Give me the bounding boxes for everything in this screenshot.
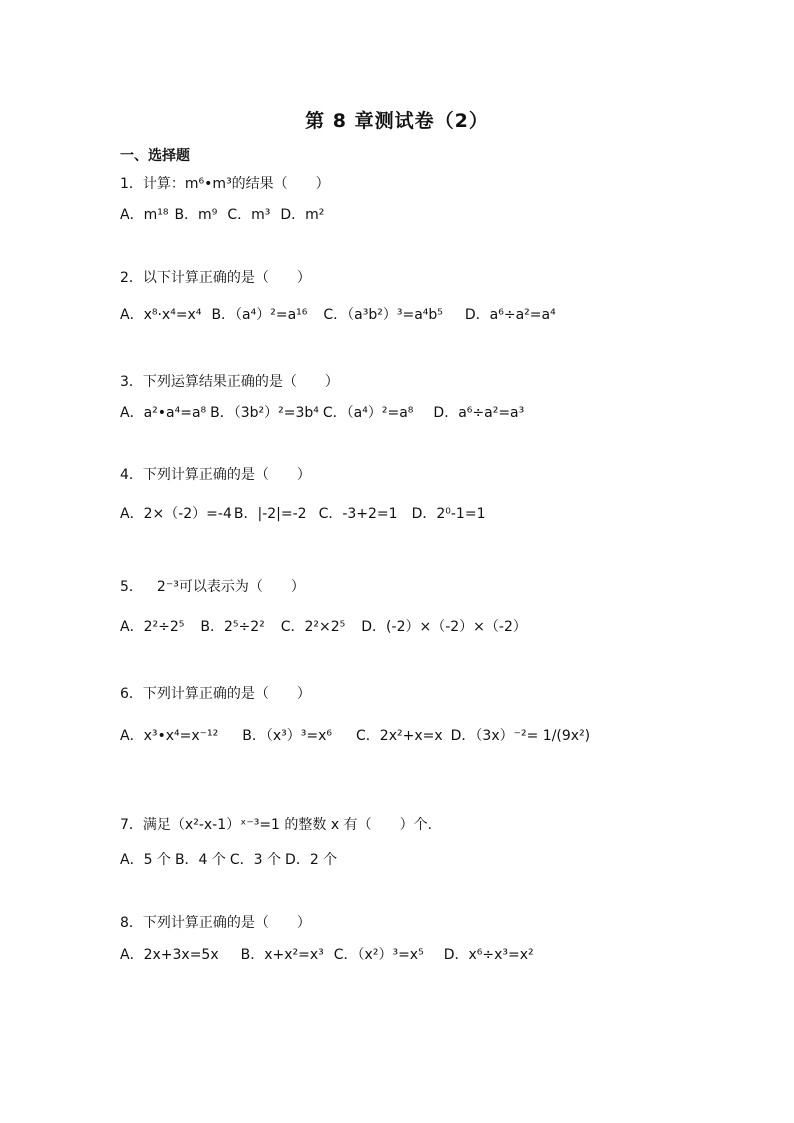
question-text: 下列计算正确的是（ ） — [142, 915, 311, 931]
option-c: C．2²×2⁵ — [280, 619, 346, 635]
option-d: D．a⁶÷a²=a⁴ — [464, 307, 556, 323]
question-1-stem — [120, 174, 330, 194]
option-c: C．3 个 — [229, 852, 282, 868]
option-d: D．m² — [280, 207, 325, 223]
question-5-stem — [120, 577, 305, 597]
question-number: 4． — [120, 467, 143, 483]
option-a: A．x⁸·x⁴=x⁴ — [120, 307, 202, 323]
question-8-options — [120, 945, 534, 965]
question-number: 6． — [120, 686, 143, 702]
option-d: D．(-2）×（-2）×（-2） — [361, 619, 527, 635]
question-2-options — [120, 305, 556, 325]
option-c: C．（a⁴）²=a⁸ — [322, 405, 414, 421]
question-number: 3． — [120, 374, 143, 390]
question-2-stem — [120, 268, 311, 288]
option-c: C．-3+2=1 — [318, 506, 398, 522]
option-c: C．2x²+x=x — [356, 728, 443, 744]
question-number: 1． — [120, 176, 143, 192]
option-b: B．（3b²）²=3b⁴ — [210, 405, 319, 421]
question-3-stem — [120, 372, 339, 392]
page-title: 第 8 章测试卷（2） — [305, 110, 489, 132]
option-a: A．2x+3x=5x — [120, 947, 219, 963]
question-7-options — [120, 850, 337, 870]
question-text: 下列运算结果正确的是（ ） — [142, 374, 339, 390]
question-number: 5． — [120, 579, 143, 595]
question-text: 以下计算正确的是（ ） — [142, 270, 311, 286]
option-c: C．（a³b²）³=a⁴b⁵ — [323, 307, 443, 323]
option-d: D．2⁰-1=1 — [411, 506, 486, 522]
option-b: B．4 个 — [174, 852, 226, 868]
option-b: B．m⁹ — [174, 207, 218, 223]
question-number: 8． — [120, 915, 143, 931]
option-a: A．2²÷2⁵ — [120, 619, 185, 635]
question-4-stem — [120, 465, 311, 485]
option-b: B．2⁵÷2² — [200, 619, 265, 635]
option-a: A．2×（-2）=-4 — [120, 506, 232, 522]
option-d: D．x⁶÷x³=x² — [443, 947, 534, 963]
section-heading: 一、选择题 — [120, 148, 190, 164]
question-6-options — [120, 726, 590, 746]
option-a: A．a²•a⁴=a⁸ — [120, 405, 207, 421]
option-d: D．（3x）⁻²= 1/(9x²) — [450, 728, 591, 744]
question-4-options — [120, 504, 485, 524]
option-d: D．2 个 — [285, 852, 338, 868]
option-b: B．x+x²=x³ — [240, 947, 324, 963]
option-c: C．（x²）³=x⁵ — [333, 947, 424, 963]
question-text: 计算：m⁶•m³的结果（ ） — [142, 176, 330, 192]
question-text: 下列计算正确的是（ ） — [142, 686, 311, 702]
option-b: B．（x³）³=x⁶ — [242, 728, 333, 744]
question-3-options — [120, 403, 524, 423]
question-5-options — [120, 617, 527, 637]
question-number: 7． — [120, 817, 143, 833]
question-number: 2． — [120, 270, 143, 286]
question-7-stem — [120, 815, 432, 835]
question-8-stem — [120, 913, 311, 933]
question-1-options — [120, 205, 324, 225]
option-a: A．5 个 — [120, 852, 171, 868]
option-b: B．（a⁴）²=a¹⁶ — [211, 307, 308, 323]
option-a: A．x³•x⁴=x⁻¹² — [120, 728, 219, 744]
question-text: 下列计算正确的是（ ） — [142, 467, 311, 483]
option-c: C．m³ — [227, 207, 271, 223]
option-d: D．a⁶÷a²=a³ — [433, 405, 525, 421]
question-6-stem — [120, 684, 311, 704]
question-text: 满足（x²-x-1）ˣ⁻³=1 的整数 x 有（ ）个. — [142, 817, 433, 833]
option-b: B．|-2|=-2 — [233, 506, 307, 522]
question-text: 2⁻³可以表示为（ ） — [156, 579, 305, 595]
option-a: A．m¹⁸ — [120, 207, 169, 223]
